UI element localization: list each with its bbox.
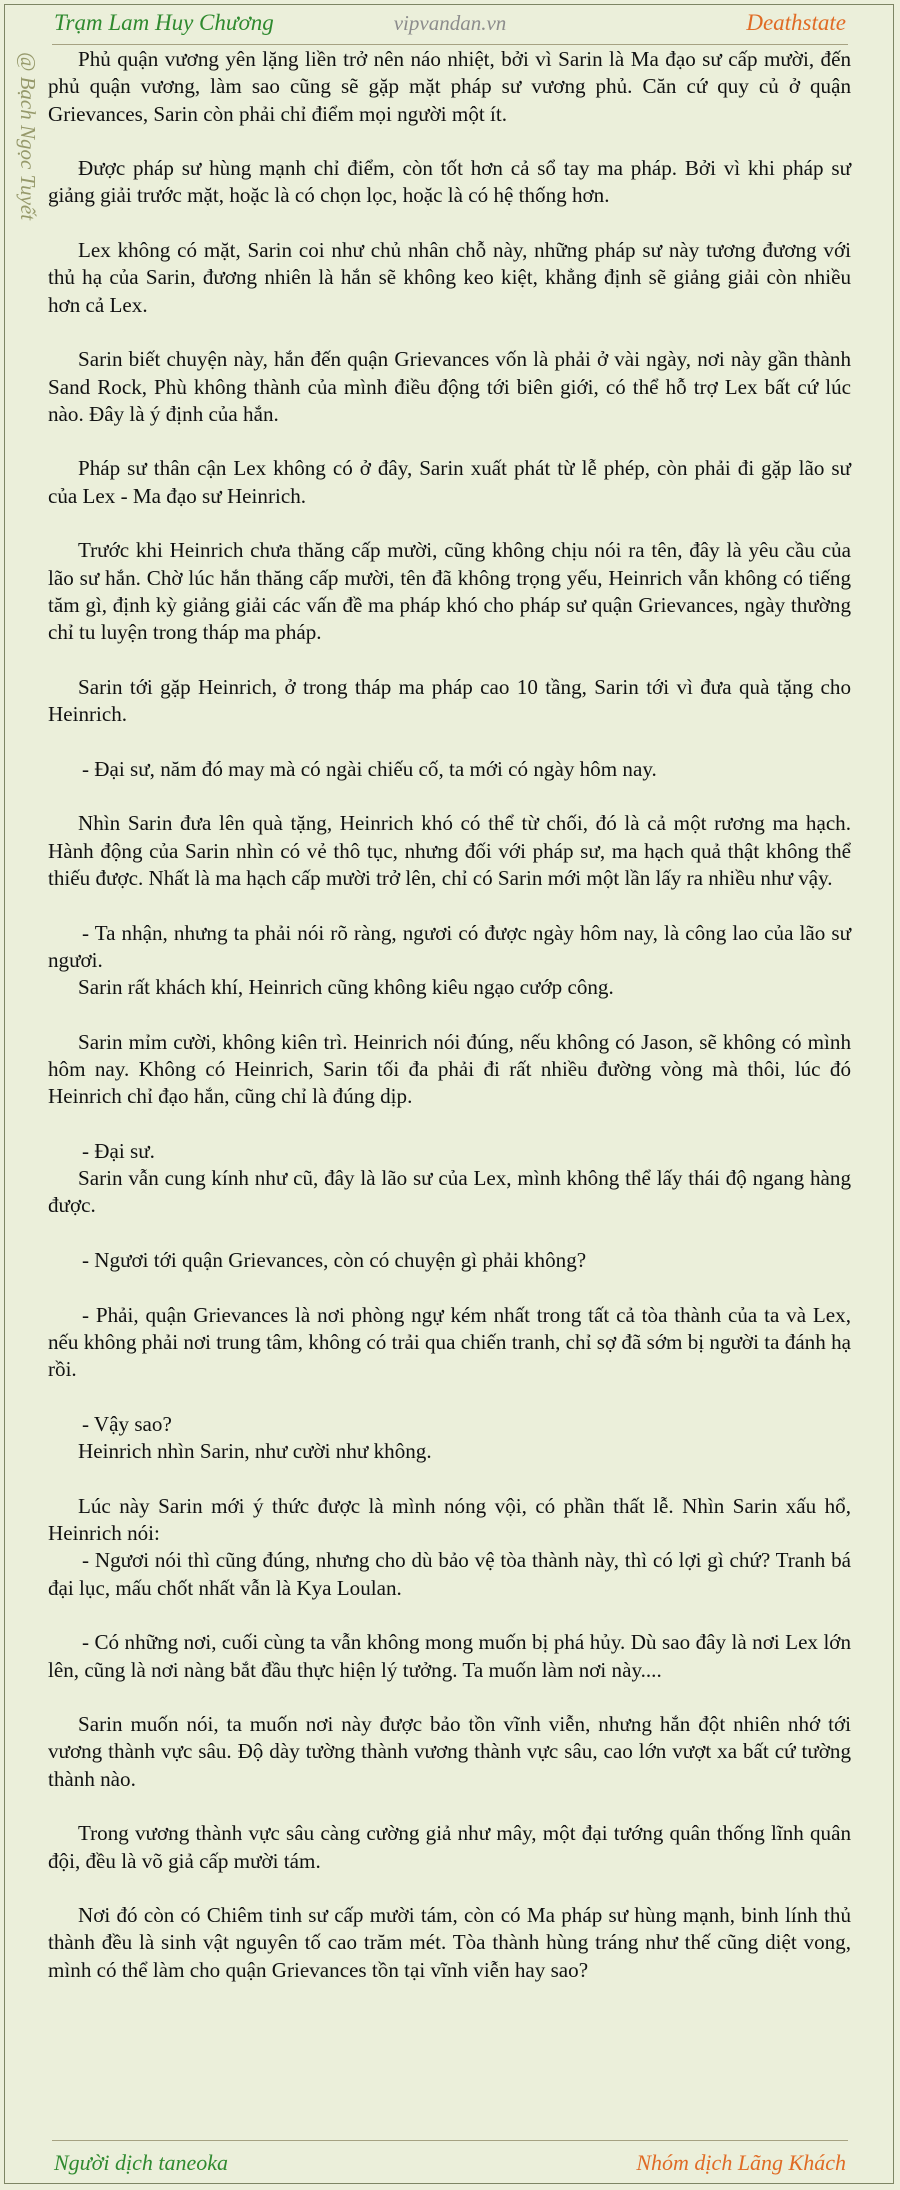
header-domain: vipvandan.vn bbox=[393, 11, 507, 35]
footer-translator: Người dịch taneoka bbox=[54, 2150, 229, 2175]
footer-group: Nhóm dịch Lãng Khách bbox=[636, 2150, 846, 2175]
paragraph: Lex không có mặt, Sarin coi như chủ nhân chỗ này, những pháp sư này tương đương với thủ hạ của Sarin, đương nhiên là hắn sẽ không keo kiệt, khẳng định sẽ giảng giải còn nhiều hơn cả Lex. bbox=[48, 238, 851, 317]
paragraph: Được pháp sư hùng mạnh chỉ điểm, còn tốt hơn cả sổ tay ma pháp. Bởi vì khi pháp sư giảng giải trước mặt, hoặc là có chọn lọc, hoặc là có hệ thống hơn. bbox=[48, 156, 851, 208]
sidebar-author-credit: @ Bạch Ngọc Tuyết bbox=[16, 52, 40, 221]
dialogue-line: - Đại sư, năm đó may mà có ngài chiếu cố, ta mới có ngày hôm nay. bbox=[82, 756, 657, 781]
paragraph-group bbox=[48, 1493, 851, 1602]
dialogue-line: - Có những nơi, cuối cùng ta vẫn không mong muốn bị phá hủy. Dù sao đây là nơi Lex lớn lên, cũng là nơi nàng bắt đầu thực hiện lý tưởng. Ta muốn làm nơi này.... bbox=[48, 1630, 851, 1682]
paragraph: Sarin tới gặp Heinrich, ở trong tháp ma pháp cao 10 tầng, Sarin tới vì đưa quà tặng cho Heinrich. bbox=[48, 674, 851, 727]
dialogue-line: - Vậy sao? bbox=[82, 1411, 172, 1436]
dialogue-line: - Phải, quận Grievances là nơi phòng ngự kém nhất trong tất cả tòa thành của ta và Lex, nếu không phải nơi trung tâm, không có trải qua chiến tranh, chỉ sợ đã sớm bị người ta đánh hạ rồi. bbox=[48, 1302, 851, 1382]
paragraph: Sarin biết chuyện này, hắn đến quận Grievances vốn là phải ở vài ngày, nơi này gần thành Sand Rock, Phù không thành của mình điều động tới biên giới, có thể hỗ trợ Lex bất cứ lúc nào. Đây là ý định của hắn. bbox=[48, 347, 851, 426]
paragraph: Pháp sư thân cận Lex không có ở đây, Sarin xuất phát từ lễ phép, còn phải đi gặp lão sư của Lex - Ma đạo sư Heinrich. bbox=[48, 456, 851, 508]
chapter-body bbox=[48, 46, 851, 2011]
footer-divider bbox=[52, 2140, 848, 2141]
paragraph-group bbox=[48, 1138, 851, 1220]
dialogue-line: - Ngươi nói thì cũng đúng, nhưng cho dù bảo vệ tòa thành này, thì có lợi gì chứ? Tranh bá đại lục, mấu chốt nhất vẫn là Kya Loulan. bbox=[48, 1548, 851, 1600]
dialogue-line: - Ta nhận, nhưng ta phải nói rõ ràng, ngươi có được ngày hôm nay, là công lao của lão sư ngươi. bbox=[48, 920, 851, 972]
paragraph-line: Heinrich nhìn Sarin, như cười như không. bbox=[78, 1439, 432, 1464]
paragraph: Trước khi Heinrich chưa thăng cấp mười, cũng không chịu nói ra tên, đây là yêu cầu của lão sư hắn. Chờ lúc hắn thăng cấp mười, tên đã không trọng yếu, Heinrich vẫn không có tiếng tăm gì, định kỳ giảng giải các vấn đề ma pháp khó cho pháp sư quận Grievances, ngày thường chỉ tu luyện trong tháp ma pháp. bbox=[48, 538, 851, 645]
paragraph: Sarin muốn nói, ta muốn nơi này được bảo tồn vĩnh viễn, nhưng hắn đột nhiên nhớ tới vương thành vực sâu. Độ dày tường thành vương thành vực sâu, cao lớn vượt xa bất cứ tường thành nào. bbox=[48, 1712, 851, 1791]
page-header bbox=[0, 0, 900, 48]
paragraph-line: Lúc này Sarin mới ý thức được là mình nóng vội, có phần thất lễ. Nhìn Sarin xấu hổ, Heinrich nói: bbox=[48, 1493, 851, 1546]
header-divider bbox=[52, 44, 848, 45]
page-footer bbox=[0, 2150, 900, 2184]
paragraph-line: Sarin vẫn cung kính như cũ, đây là lão sư của Lex, mình không thể lấy thái độ ngang hàng được. bbox=[48, 1166, 851, 1218]
dialogue-line: - Đại sư. bbox=[82, 1138, 155, 1163]
paragraph-line: Sarin rất khách khí, Heinrich cũng không kiêu ngạo cướp công. bbox=[78, 975, 614, 1000]
paragraph: Sarin mỉm cười, không kiên trì. Heinrich nói đúng, nếu không có Jason, sẽ không có mình hôm nay. Không có Heinrich, Sarin tối đa phải đi rất nhiều đường vòng mà thôi, lúc đó Heinrich chỉ đạo hắn, cũng chỉ là đúng dịp. bbox=[48, 1029, 851, 1109]
paragraph: Phủ quận vương yên lặng liền trở nên náo nhiệt, bởi vì Sarin là Ma đạo sư cấp mười, đến phủ quận vương, làm sao cũng sẽ gặp mặt pháp sư vương phủ. Căn cứ quy củ ở quận Grievances, Sarin còn phải chỉ điểm mọi người một ít. bbox=[48, 47, 851, 126]
paragraph-group bbox=[48, 1411, 851, 1466]
header-book-title: Deathstate bbox=[746, 10, 846, 35]
paragraph: Nơi đó còn có Chiêm tinh sư cấp mười tám, còn có Ma pháp sư hùng mạnh, binh lính thủ thành đều là sinh vật nguyên tố cao trăm mét. Tòa thành hùng tráng như thế cũng diệt vong, mình có thể làm cho quận Grievances tồn tại vĩnh viễn hay sao? bbox=[48, 1903, 851, 1982]
header-site-name: Trạm Lam Huy Chương bbox=[54, 10, 274, 35]
paragraph: Trong vương thành vực sâu càng cường giả như mây, một đại tướng quân thống lĩnh quân đội, đều là võ giả cấp mười tám. bbox=[48, 1821, 851, 1873]
dialogue-line: - Ngươi tới quận Grievances, còn có chuyện gì phải không? bbox=[82, 1248, 587, 1273]
paragraph-group bbox=[48, 920, 851, 1002]
paragraph: Nhìn Sarin đưa lên quà tặng, Heinrich khó có thể từ chối, đó là cả một rương ma hạch. Hành động của Sarin nhìn có vẻ thô tục, nhưng đối với pháp sư, ma hạch quả thật không thể thiếu được. Nhất là ma hạch cấp mười trở lên, chỉ có Sarin mới một lần lấy ra nhiều như vậy. bbox=[48, 811, 851, 890]
